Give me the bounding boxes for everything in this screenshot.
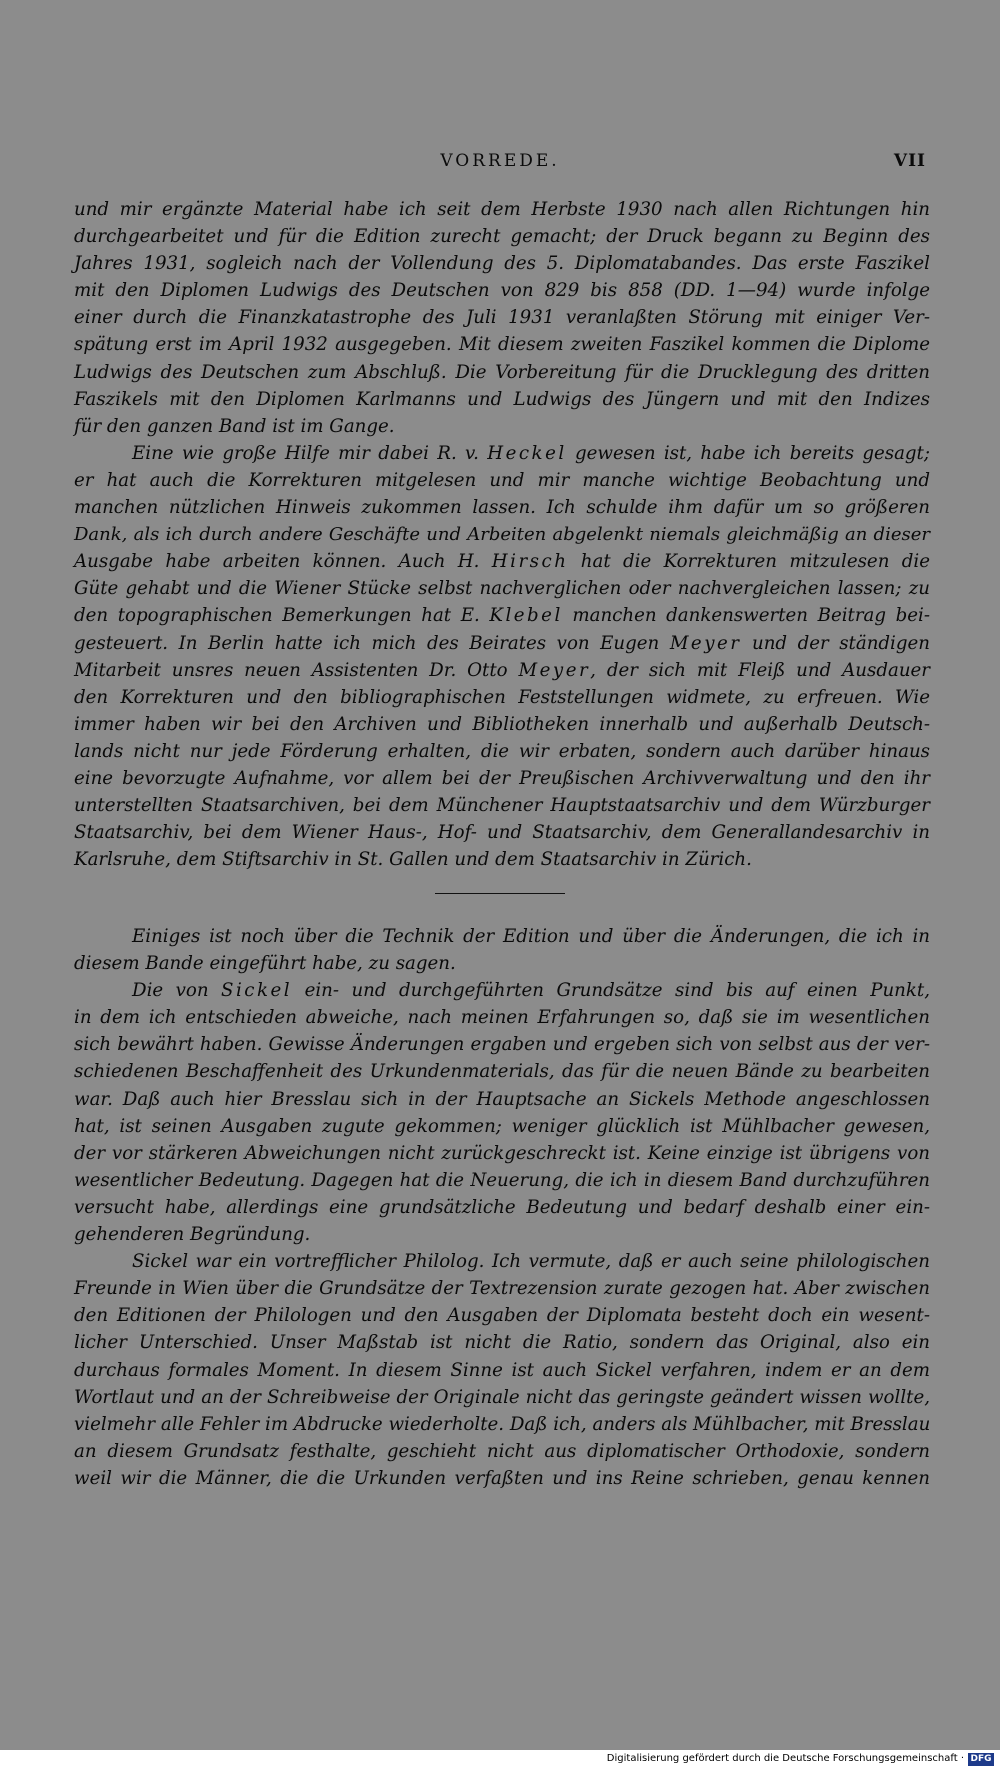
text-run: einer durch die Finanzkatastrophe des Juli 1931 veranlaßten Störung mit einiger Ver- xyxy=(74,307,930,329)
text-run: licher Unterschied. Unser Maßstab ist nicht die Ratio, sondern das Original, also ein xyxy=(74,1332,930,1354)
text-line xyxy=(74,467,930,494)
text-run: wesentlicher Bedeutung. Dagegen hat die Neuerung, die ich in diesem Band durchzuführen xyxy=(74,1169,930,1191)
text-run: versucht habe, allerdings eine grundsätzliche Bedeutung und bedarf deshalb einer ein- xyxy=(74,1196,930,1218)
text-line xyxy=(74,1302,930,1329)
text-line xyxy=(74,1438,930,1465)
spaced-name: Hirsch xyxy=(491,551,569,573)
text-line xyxy=(74,1465,930,1492)
text-run: mit den Diplomen Ludwigs des Deutschen von 829 bis 858 (DD. 1—94) wurde infolge xyxy=(74,280,930,302)
text-run: hat die Korrekturen mitzulesen die xyxy=(568,551,930,573)
running-head xyxy=(70,151,930,175)
text-line xyxy=(74,1058,930,1085)
text-line xyxy=(74,765,930,792)
text-run: war. Daß auch hier Bresslau sich in der Hauptsache an Sickels Methode angeschlossen xyxy=(74,1088,930,1110)
text-line xyxy=(74,223,930,250)
text-run: und mir ergänzte Material habe ich seit dem Herbste 1930 nach allen Richtungen hin xyxy=(74,199,930,220)
text-run: diesem Bande eingeführt habe, zu sagen. xyxy=(74,953,456,975)
text-run: Einiges ist noch über die Technik der Edition und über die Änderungen, die ich in xyxy=(132,926,930,947)
text-line xyxy=(74,250,930,277)
text-line xyxy=(74,359,930,386)
text-line xyxy=(74,494,930,521)
text-run: Jahres 1931, sogleich nach der Vollendung des 5. Diplomatabandes. Das erste Faszikel xyxy=(74,253,930,275)
text-run: eine bevorzugte Aufnahme, vor allem bei der Preußischen Archivverwaltung und den ihr xyxy=(74,767,930,789)
text-line xyxy=(74,277,930,304)
text-run: Freunde in Wien über die Grundsätze der Textrezension zurate gezogen hat. Aber zwischen xyxy=(74,1278,930,1300)
text-line xyxy=(74,1411,930,1438)
text-run: weil wir die Männer, die die Urkunden verfaßten und ins Reine schrieben, genau kennen xyxy=(74,1467,930,1489)
text-run: an diesem Grundsatz festhalte, geschieht nicht aus diplomatischer Orthodoxie, sondern xyxy=(74,1440,930,1462)
text-line xyxy=(74,977,930,1004)
text-run: Die von xyxy=(132,980,222,1002)
text-line xyxy=(74,1329,930,1356)
text-run: Eine wie große Hilfe mir dabei R. v. xyxy=(132,442,488,464)
text-line xyxy=(74,684,930,711)
text-line xyxy=(74,1140,930,1167)
text-run: vielmehr alle Fehler im Abdrucke wiederholte. Daß ich, anders als Mühlbacher, mit Bresslau xyxy=(74,1413,931,1435)
chapter-title: VORREDE. xyxy=(440,151,560,171)
spaced-name: Meyer xyxy=(669,632,742,654)
text-run: immer haben wir bei den Archiven und Bibliotheken innerhalb und außerhalb Deutsch- xyxy=(74,713,930,735)
text-line xyxy=(74,923,930,950)
text-run: Staatsarchiv, bei dem Wiener Haus-, Hof- und Staatsarchiv, dem Generallandesarchiv in xyxy=(74,822,930,844)
text-run: Dank, als ich durch andere Geschäfte und Arbeiten abgelenkt niemals gleichmäßig an dieser xyxy=(74,524,930,546)
text-run: manchen nützlichen Hinweis zukommen lassen. Ich schulde ihm dafür um so größeren xyxy=(74,497,930,519)
text-run: den Editionen der Philologen und den Ausgaben der Diplomata besteht doch ein wesent- xyxy=(74,1305,930,1327)
digitization-footer xyxy=(0,1750,1000,1770)
text-run: durchaus formales Moment. In diesem Sinne ist auch Sickel verfahren, indem er an dem xyxy=(74,1359,930,1381)
section-separator-rule xyxy=(435,893,565,894)
text-line xyxy=(74,819,930,846)
text-run: der vor stärkeren Abweichungen nicht zurückgeschreckt ist. Keine einzige ist übrigens von xyxy=(74,1142,930,1164)
text-run: Ludwigs des Deutschen zum Abschluß. Die Vorbereitung für die Drucklegung des dritten xyxy=(74,361,930,383)
text-run: in dem ich entschieden abweiche, nach meinen Erfahrungen so, daß sie im wesentlichen xyxy=(74,1007,930,1029)
text-line xyxy=(74,950,930,977)
text-run: schiedenen Beschaffenheit des Urkundenmaterials, das für die neuen Bände zu bearbeiten xyxy=(74,1061,930,1083)
spaced-name: Sickel xyxy=(221,980,293,1002)
text-line xyxy=(74,386,930,413)
text-run: den topographischen Bemerkungen hat E. xyxy=(74,605,490,627)
text-line xyxy=(74,1248,930,1275)
text-run: sich bewährt haben. Gewisse Änderungen ergaben und ergeben sich von selbst aus der ver- xyxy=(74,1034,930,1056)
text-run: Wortlaut und an der Schreibweise der Originale nicht das geringste geändert wissen wollte, xyxy=(74,1386,930,1408)
spaced-name: Klebel xyxy=(489,605,563,627)
text-run: den Korrekturen und den bibliographischen Feststellungen widmete, zu erfreuen. Wie xyxy=(74,686,930,708)
text-run: Ausgabe habe arbeiten können. Auch H. xyxy=(74,551,492,573)
text-run: Sickel war ein vortrefflicher Philolog. Ich vermute, daß er auch seine philologischen xyxy=(132,1251,930,1273)
text-run: hat, ist seinen Ausgaben zugute gekommen; weniger glücklich ist Mühlbacher gewesen, xyxy=(74,1115,930,1137)
text-line xyxy=(74,304,930,331)
text-run: und der ständigen xyxy=(741,632,930,654)
text-line xyxy=(74,1221,930,1248)
page-number: VII xyxy=(893,151,926,171)
dfg-logo: DFG xyxy=(968,1753,994,1766)
text-line xyxy=(74,413,930,440)
paragraph-block-edition-technique xyxy=(74,923,930,1492)
text-line xyxy=(74,331,930,358)
paragraph-block-acknowledgements xyxy=(74,196,930,873)
text-run: er hat auch die Korrekturen mitgelesen und mir manche wichtige Beobachtung und xyxy=(74,469,930,491)
funding-notice: Digitalisierung gefördert durch die Deutsche Forschungsgemeinschaft · xyxy=(606,1753,964,1764)
text-line xyxy=(74,521,930,548)
text-line xyxy=(74,1194,930,1221)
text-line xyxy=(74,602,930,629)
text-line xyxy=(74,548,930,575)
text-line xyxy=(74,1275,930,1302)
spaced-name: Heckel xyxy=(487,442,567,464)
text-run: , der sich mit Fleiß und Ausdauer xyxy=(590,659,930,681)
text-line xyxy=(74,846,930,873)
text-run: Mitarbeit unsres neuen Assistenten Dr. Otto xyxy=(74,659,519,681)
text-run: gehenderen Begründung. xyxy=(74,1224,311,1246)
text-line xyxy=(74,440,930,467)
text-line xyxy=(74,1384,930,1411)
text-line xyxy=(74,1031,930,1058)
text-run: Faszikels mit den Diplomen Karlmanns und Ludwigs des Jüngern und mit den Indizes xyxy=(74,388,930,410)
text-run: lands nicht nur jede Förderung erhalten, die wir erbaten, sondern auch darüber hinaus xyxy=(74,740,930,762)
text-line xyxy=(74,711,930,738)
text-run: spätung erst im April 1932 ausgegeben. Mit diesem zweiten Faszikel kommen die Diplome xyxy=(74,334,930,356)
text-line xyxy=(74,630,930,657)
text-line xyxy=(74,1004,930,1031)
text-line xyxy=(74,792,930,819)
text-run: gesteuert. In Berlin hatte ich mich des Beirates von Eugen xyxy=(74,632,670,654)
text-line xyxy=(74,575,930,602)
text-line xyxy=(74,1357,930,1384)
text-run: gewesen ist, habe ich bereits gesagt; xyxy=(566,442,930,464)
text-run: unterstellten Staatsarchiven, bei dem Münchener Hauptstaatsarchiv und dem Würzburger xyxy=(74,795,930,817)
text-run: für den ganzen Band ist im Gange. xyxy=(74,415,395,437)
text-line xyxy=(74,1086,930,1113)
text-run: Güte gehabt und die Wiener Stücke selbst nachverglichen oder nachvergleichen lassen; zu xyxy=(74,578,930,600)
text-run: manchen dankenswerten Beitrag bei- xyxy=(562,605,930,627)
text-line xyxy=(74,1167,930,1194)
text-line xyxy=(74,196,930,223)
spaced-name: Meyer xyxy=(518,659,591,681)
text-run: Karlsruhe, dem Stiftsarchiv in St. Gallen und dem Staatsarchiv in Zürich. xyxy=(74,849,752,871)
text-line xyxy=(74,1113,930,1140)
text-run: ein- und durchgeführten Grundsätze sind bis auf einen Punkt, xyxy=(292,980,930,1002)
text-line xyxy=(74,738,930,765)
text-run: durchgearbeitet und für die Edition zurecht gemacht; der Druck begann zu Beginn des xyxy=(74,226,930,248)
text-line xyxy=(74,657,930,684)
